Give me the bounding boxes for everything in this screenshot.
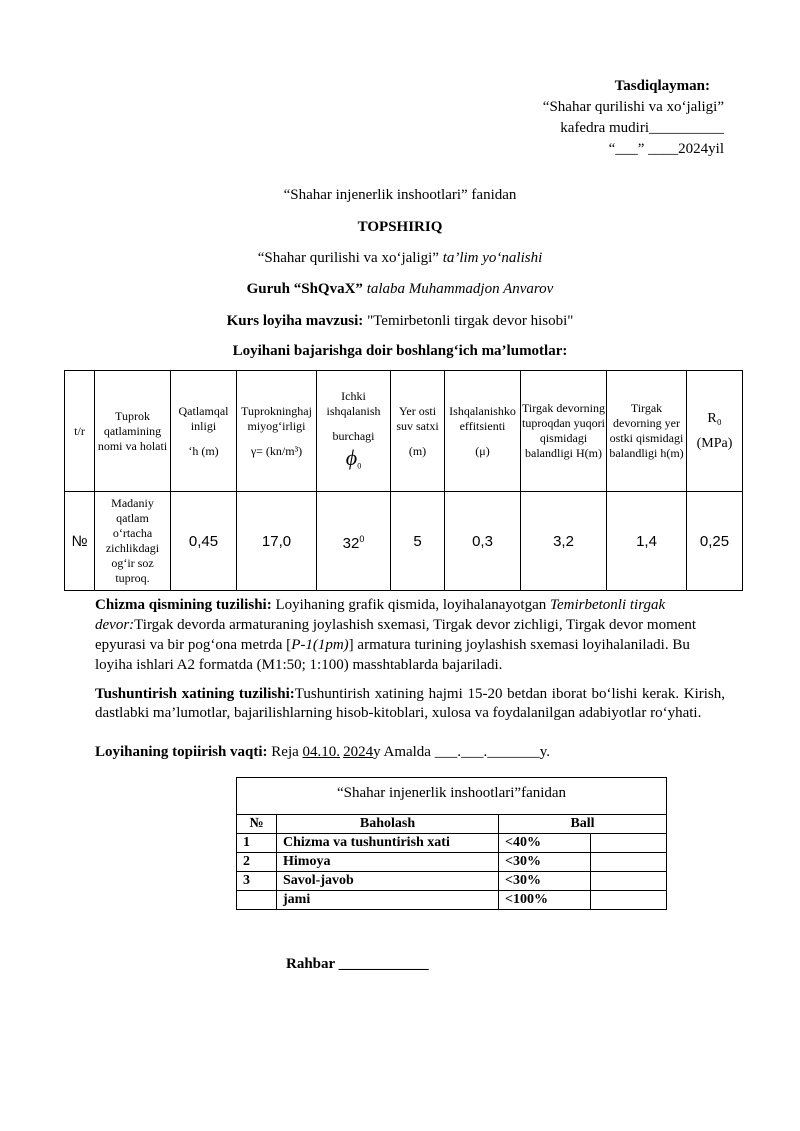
weight-value: 17,0 (237, 492, 317, 591)
height-above-value: 3,2 (521, 492, 607, 591)
parameters-table (64, 370, 743, 591)
grade-row: jami <100% (237, 891, 667, 910)
explanatory-label: Tushuntirish xatining tuzilishi: (95, 686, 295, 702)
row-number: № (65, 492, 95, 591)
supervisor-label: Rahbar (286, 956, 335, 972)
angle-value: $32^0$ (317, 492, 391, 591)
layer-description: Madaniy qatlam o‘rtacha zichlikdagi og‘ir soz tuproq. (95, 492, 171, 591)
grade-table (236, 777, 667, 910)
header-tr: t/r (65, 371, 95, 492)
header-height-below: Tirgak devorning yer ostki qismidagi balandligi h(m) (607, 371, 687, 492)
phi-symbol: ϕ (345, 444, 358, 470)
deadline-year: 2024 (343, 744, 374, 760)
explanatory-section: Tushuntirish xatining tuzilishi:Tushuntirish xatining hajmi 15-20 betdan iborat bo‘lishi kerak. Kirish, dastlabki ma’lumotlar, bajarilishlarning hisob-kitoblari, xulosa va foydalanilgan adabiyotlar ro‘yhati. (95, 686, 726, 721)
thickness-value: 0,45 (171, 492, 237, 591)
approval-line-2: kafedra mudiri__________ (560, 120, 724, 136)
subject-line: “Shahar injenerlik inshootlari” fanidan (283, 187, 517, 203)
header-thickness: Qatlamqal inligi ‘h (m) (171, 371, 237, 492)
friction-value: 0,3 (445, 492, 521, 591)
grade-title-row (237, 778, 667, 809)
deadline-line: Loyihaning topiirish vaqti: Reja 04.10. 2024y Amalda ___.___._______y. (95, 744, 550, 760)
topic-line (0, 313, 800, 330)
doc-title: TOPSHIRIQ (357, 219, 443, 235)
parameters-value-row (65, 492, 743, 591)
group-label: Guruh “ShQvaX” (246, 281, 363, 297)
header-friction-coeff: Ishqalanishko effitsienti (μ) (445, 371, 521, 492)
direction-suffix: ta’lim yo‘nalishi (442, 250, 543, 266)
deadline-month: 10. (321, 744, 341, 760)
initial-data-title: Loyihani bajarishga doir boshlang‘ich ma’lumotlar: (232, 343, 568, 359)
grade-title: “Shahar injenerlik inshootlari”fanidan (237, 778, 667, 809)
grade-row: 2 Himoya <30% (237, 853, 667, 872)
drawing-label: Chizma qismining tuzilishi: (95, 597, 272, 613)
header-r0: R₀ (MPa) (687, 371, 743, 492)
student-name: talaba Muhammadjon Anvarov (366, 281, 554, 297)
approval-line-1: “Shahar qurilishi va xo‘jaligi” (542, 99, 724, 115)
parameters-header-row (65, 371, 743, 492)
header-unit-weight: Tuprokninghaj miyog‘irligi γ= (kn/m³) (237, 371, 317, 492)
direction-line (0, 250, 800, 267)
grade-row: 1 Chizma va tushuntirish xati <40% (237, 834, 667, 853)
header-layer: Tuprok qatlamining nomi va holati (95, 371, 171, 492)
approval-line-3: “___” ____2024yil (608, 141, 724, 157)
deadline-label: Loyihaning topiirish vaqti: (95, 744, 268, 760)
topic-value: "Temirbetonli tirgak devor hisobi" (367, 313, 574, 329)
grade-col-num: № (237, 815, 277, 834)
deadline-day: 04. (302, 744, 322, 760)
grade-col-ball: Ball (499, 815, 667, 834)
approval-title: Tasdiqlayman: (614, 78, 710, 94)
topic-label: Kurs loyiha mavzusi: (226, 313, 364, 329)
approval-block (543, 76, 724, 160)
groundwater-value: 5 (391, 492, 445, 591)
header-height-above: Tirgak devorning tuproqdan yuqori qismidagi balandligi H(m) (521, 371, 607, 492)
direction-main: “Shahar qurilishi va xo‘jaligi” (257, 250, 439, 266)
grade-header-row (237, 815, 667, 834)
header-friction-angle: Ichki ishqalanish burchagi $\phi_0$ (317, 371, 391, 492)
signature-line: ____________ (338, 956, 429, 972)
group-line (0, 281, 800, 298)
grade-row: 3 Savol-javob <30% (237, 872, 667, 891)
grade-col-eval: Baholash (277, 815, 499, 834)
height-below-value: 1,4 (607, 492, 687, 591)
drawing-section: Chizma qismining tuzilishi: Loyihaning grafik qismida, loyihalanayotgan Temirbetonli tirgak devor:Tirgak devorda armaturaning joylashish sxemasi, Tirgak devor zichligi, Tirgak devor moment epyurasi va bir pog‘ona metrda [P-1(1pm)] armatura turining joylashish sxemasi loyihalaniladi. Bu loyiha ishlari A2 formatda (M1:50; 1:100) masshtablarda bajariladi. (95, 597, 697, 673)
header-groundwater: Yer osti suv satxi (m) (391, 371, 445, 492)
supervisor-signature (286, 956, 429, 973)
r0-value: 0,25 (687, 492, 743, 591)
